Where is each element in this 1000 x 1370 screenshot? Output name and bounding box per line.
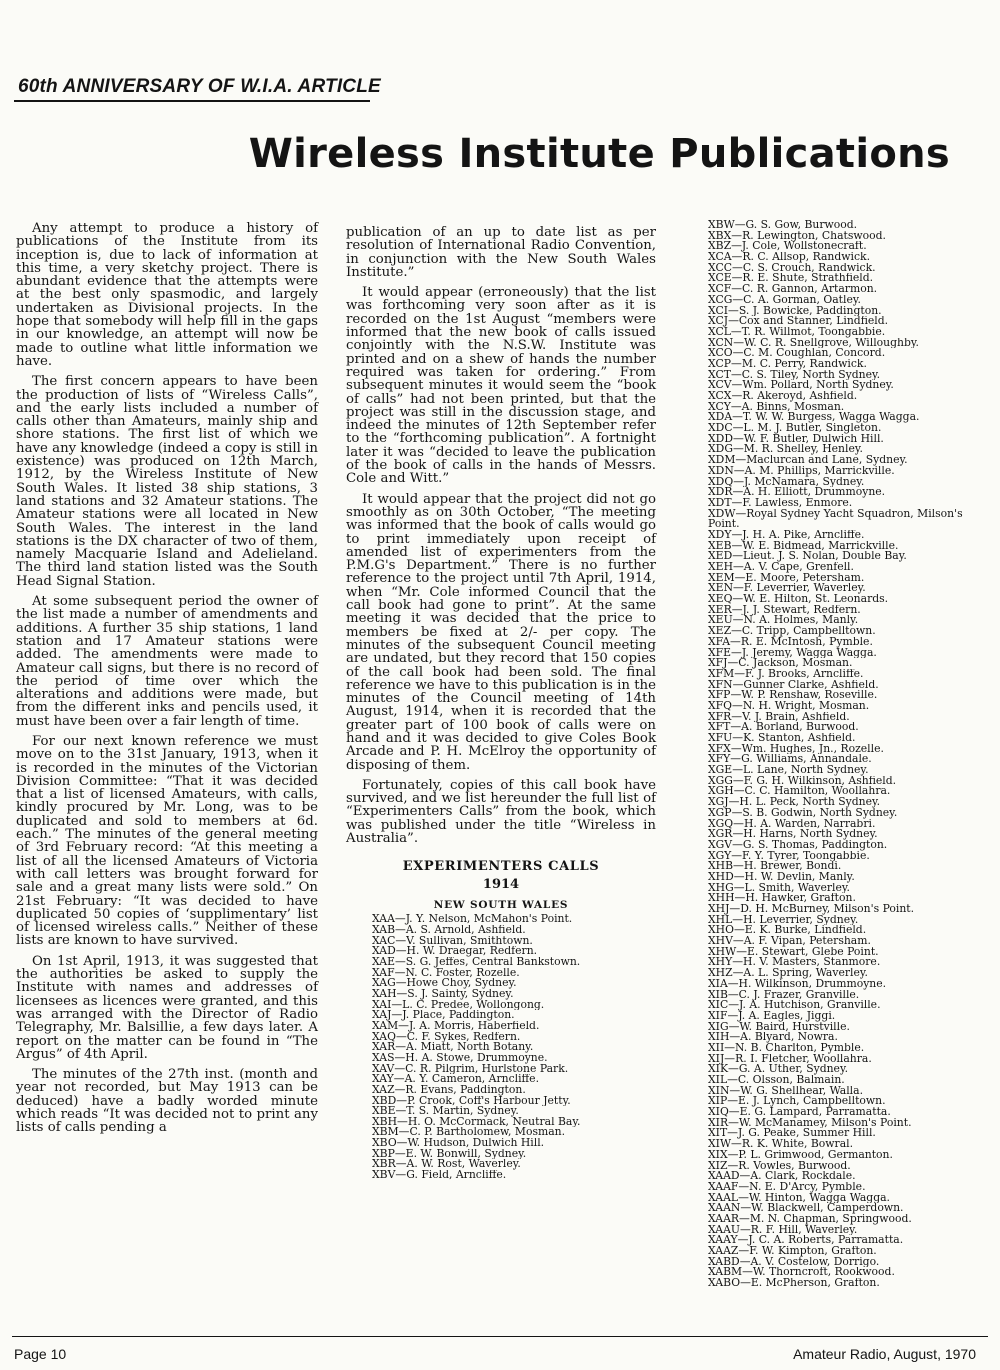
page-title: Wireless Institute Publications	[248, 131, 950, 177]
calls-section-state: NEW SOUTH WALES	[433, 899, 569, 912]
call-entry: XAA—J. Y. Nelson, McMahon's Point.	[372, 914, 573, 926]
call-entry: XEH—A. V. Cape, Grenfell.	[708, 562, 854, 573]
call-entry: XAC—V. Sullivan, Smithtown.	[372, 935, 533, 947]
call-entry: XAB—A. S. Arnold, Ashfield.	[372, 925, 526, 936]
paragraph: The minutes of the 27th inst. (month and year not recorded, but May 1913 can be deduced) have a badly worded minute which reads “It was decided not to print any lists of calls pending a	[16, 1067, 318, 1136]
call-entry: XHZ—A. L. Spring, Waverley.	[708, 968, 868, 979]
call-entry: XIN—W. G. Shellhear, Walla.	[708, 1085, 864, 1097]
call-entry: XIA—H. Wilkinson, Drummoyne.	[708, 978, 887, 990]
call-entry: XFY—G. Williams, Annandale.	[708, 754, 872, 766]
call-entry: XHL—H. Leverrier, Sydney.	[708, 914, 859, 926]
call-entry: XGH—C. C. Hamilton, Woollahra.	[708, 786, 891, 798]
call-entry: XHB—H. Brewer, Bondi.	[708, 861, 842, 872]
call-entry: XAR—A. Miatt, North Botany.	[372, 1042, 534, 1053]
call-entry: XCV—Wm. Pollard, North Sydney.	[708, 380, 894, 391]
call-entry: XHO—E. K. Burke, Lindfield.	[708, 925, 867, 937]
paragraph: Fortunately, copies of this call book have survived, and we list hereunder the full list of “Experimenters Calls” from the book, which was published under the title “Wireless in Australia”.	[346, 777, 656, 847]
call-entry: XGJ—H. L. Peck, North Sydney.	[708, 797, 881, 808]
call-entry: XDN—A. M. Phillips, Marrickville.	[708, 465, 895, 477]
page-number: Page 10	[14, 1346, 67, 1362]
call-entry: XGP—S. B. Godwin, North Sydney.	[708, 807, 898, 819]
paragraph: It would appear (erroneously) that the list was forthcoming very soon after as it is recorded on the 1st August “members were informed that the new book of calls issued conjointly with the N.S.W. Institute was printed and on a shew of hands the number required was taken for ordering.” From subsequent minutes it would seem the “book of calls” had not been printed, but that the project was still in the discussion stage, and indeed the minutes of 12th September refer to the “forthcoming publication”. A fortnight later it was “decided to leave the publication of the book of calls in the hands of Messrs. Cole and Witt.”	[346, 285, 656, 487]
call-entry: XHH—H. Hawker, Grafton.	[708, 893, 856, 904]
call-entry: XIQ—E. G. Lampard, Parramatta.	[708, 1107, 891, 1118]
call-entry: XAAU—R. F. Hill, Waverley.	[708, 1224, 858, 1236]
paragraph: On 1st April, 1913, it was suggested that the authorities be asked to supply the Institute with names and addresses of licensees as licences were granted, and this was arranged with the Director of Radio Telegraphy, Mr. Balsillie, a few days later. A report on the matter can be found in “The Argus” of 4th April.	[16, 953, 318, 1062]
call-entry: XFN—Gunner Clarke, Ashfield.	[708, 679, 879, 691]
paragraph: publication of an up to date list as per resolution of International Radio Convention, in conjunction with the New South Wales Institute.”	[346, 225, 656, 280]
call-entry: XFM—F. J. Brooks, Arncliffe.	[708, 668, 864, 680]
call-entry: XGR—H. Harns, North Sydney.	[708, 829, 878, 840]
call-entry: XEB—W. E. Bidmead, Marrickville.	[708, 540, 899, 552]
call-entry: XFR—V. J. Brain, Ashfield.	[708, 711, 850, 723]
call-entry: XCJ—Cox and Stanner, Lindfield.	[708, 316, 889, 327]
call-entry: XAZ—R. Evans, Paddington.	[372, 1084, 526, 1096]
call-entry: XDM—Maclurcan and Lane, Sydney.	[708, 455, 908, 466]
call-entry: XIZ—R. Vowles, Burwood.	[708, 1160, 851, 1172]
paragraph: Any attempt to produce a history of publications of the Institute from its inception is, due to lack of information at this time, a very sketchy project. There is abundant evidence that the attempts were at the best only spasmodic, and largely undertaken as Divisional projects. In the hope that somebody will help fill in the gaps in our knowledge, an attempt will now be made to outline what little information we have.	[16, 221, 318, 369]
call-entry: XABM—W. Thorncroft, Rookwood.	[708, 1267, 895, 1279]
call-entry: XED—Lieut. J. S. Nolan, Double Bay.	[708, 551, 907, 562]
call-entry: XAAR—M. N. Chapman, Springwood.	[708, 1213, 912, 1225]
call-entry: XGV—G. S. Thomas, Paddington.	[708, 839, 888, 851]
call-entry: XHY—H. V. Masters, Stanmore.	[708, 957, 881, 969]
calls-column-3	[708, 220, 992, 1289]
article-column-2	[346, 226, 656, 1181]
call-entry: XIF—J. A. Eagles, Jiggi.	[708, 1010, 836, 1022]
call-entry: XIR—W. McManamey, Milson's Point.	[708, 1117, 912, 1129]
call-entry: XEQ—W. E. Hilton, St. Leonards.	[708, 594, 889, 605]
call-entry: XFJ—C. Jackson, Mosman.	[708, 658, 853, 669]
call-entry: XAS—H. A. Stowe, Drummoyne.	[372, 1052, 548, 1064]
call-entry: XAQ—C. F. Sykes, Redfern.	[372, 1031, 521, 1043]
call-entry: XAD—H. W. Draegar, Redfern.	[372, 946, 538, 957]
call-entry: XAI—L. C. Predee, Wollongong.	[372, 999, 545, 1011]
calls-list-col2	[346, 914, 656, 1180]
call-entry: XIB—C. J. Frazer, Granville.	[708, 989, 860, 1001]
call-entry: XIX—P. L. Grimwood, Germanton.	[708, 1149, 893, 1161]
call-entry: XBZ—J. Cole, Wollstonecraft.	[708, 241, 867, 253]
call-entry: XBO—W. Hudson, Dulwich Hill.	[372, 1138, 545, 1149]
call-entry: XAY—A. Y. Cameron, Arncliffe.	[372, 1074, 540, 1085]
calls-list-col3	[708, 220, 992, 1289]
publication-info: Amateur Radio, August, 1970	[793, 1346, 976, 1362]
call-entry: XIG—W. Baird, Hurstville.	[708, 1021, 850, 1033]
article-column-1	[16, 222, 318, 1142]
call-entry: XBR—A. W. Rost, Waverley.	[372, 1159, 521, 1171]
call-entry: XDR—A. H. Elliott, Drummoyne.	[708, 487, 886, 498]
call-entry: XIK—G. A. Uther, Sydney.	[708, 1064, 849, 1075]
paragraph: The first concern appears to have been the production of lists of “Wireless Calls”, and the early lists included a number of calls other than Amateurs, mainly ship and shore stations. The first list of which we have any knowledge (indeed a copy is still in existence) was produced on 12th March, 1912, by the Wireless Institute of New South Wales. It listed 38 ship stations, 3 land stations and 32 Amateur stations. The Amateur stations were all located in New South Wales. The interest in the land stations is the DX character of two of them, namely Macquarie Island and Adelieland. The third land station listed was the South Head Signal Station.	[16, 374, 318, 589]
call-entry: XAAN—W. Blackwell, Camperdown.	[708, 1203, 904, 1214]
call-entry: XIT—J. G. Peake, Summer Hill.	[708, 1128, 876, 1140]
call-entry: XDY—J. H. A. Pike, Arncliffe.	[708, 529, 865, 541]
call-entry: XCA—R. C. Allsop, Randwick.	[708, 252, 871, 263]
call-entry: XBX—R. Lewington, Chatswood.	[708, 230, 886, 242]
paragraph: For our next known reference we must move on to the 31st January, 1913, when it is recorded in the minutes of the Victorian Division Committee: “That it was decided that a list of licensed Amateurs, with calls, kindly procured by Mr. Long, was to be duplicated and sold to members at 6d. each.” The minutes of the general meeting of 3rd February record: “At this meeting a list of all the licensed Amateurs of Victoria with call letters was brought forward for sale and a great many lists were sold.” On 21st February: “It was decided to have duplicated 50 copies of ‘supplimentary’ list of licensed wireless calls.” Neither of these lists are known to have survived.	[16, 733, 318, 949]
call-entry: XIP—E. J. Lynch, Campbelltown.	[708, 1096, 886, 1108]
call-entry: XDW—Royal Sydney Yacht Squadron, Milson's Point.	[708, 508, 963, 530]
call-entry: XDT—F. Lawless, Enmore.	[708, 497, 853, 509]
call-entry: XFX—Wm. Hughes, Jn., Rozelle.	[708, 743, 884, 755]
call-entry: XCY—A. Binns, Mosman.	[708, 401, 845, 413]
call-entry: XAE—S. G. Jeffes, Central Bankstown.	[372, 956, 581, 968]
call-entry: XAH—S. J. Sainty, Sydney.	[372, 988, 514, 1000]
call-entry: XCG—C. A. Gorman, Oatley.	[708, 294, 861, 306]
call-entry: XCL—T. R. Willmot, Toongabbie.	[708, 326, 886, 338]
call-entry: XIW—R. K. White, Bowral.	[708, 1139, 854, 1150]
call-entry: XIH—A. Blyard, Nowra.	[708, 1032, 838, 1043]
footer-rule	[12, 1336, 988, 1337]
call-entry: XAAF—N. E. D'Arcy, Pymble.	[708, 1181, 866, 1193]
call-entry: XFA—R. E. McIntosh, Pymble.	[708, 636, 873, 648]
call-entry: XAG—Howe Choy, Sydney.	[372, 978, 517, 989]
calls-section-title: EXPERIMENTERS CALLS	[402, 859, 600, 875]
call-entry: XEZ—C. Tripp, Campbelltown.	[708, 626, 876, 637]
call-entry: XAAY—J. C. A. Roberts, Parramatta.	[708, 1235, 904, 1246]
call-entry: XGE—L. Lane, North Sydney.	[708, 765, 869, 776]
call-entry: XGY—F. Y. Tyrer, Toongabbie.	[708, 850, 870, 862]
call-entry: XDA—T. W. W. Burgess, Wagga Wagga.	[708, 412, 920, 424]
call-entry: XAJ—J. Place, Paddington.	[372, 1010, 515, 1021]
call-entry: XCO—C. M. Coughlan, Concord.	[708, 348, 886, 359]
call-entry: XABO—E. McPherson, Grafton.	[708, 1278, 880, 1289]
call-entry: XBH—H. O. McCormack, Neutral Bay.	[372, 1116, 581, 1128]
call-entry: XAAL—W. Hinton, Wagga Wagga.	[708, 1192, 890, 1204]
call-entry: XCF—C. R. Gannon, Artarmon.	[708, 284, 878, 295]
call-entry: XCC—C. S. Crouch, Randwick.	[708, 262, 876, 274]
paragraph: At some subsequent period the owner of the list made a number of amendments and additions. A further 35 ship stations, 1 land station and 17 Amateur stations were added. The amendments were made to Amateur call signs, but there is no record of the period of time over which the alterations and additions were made, but from the different inks and pencils used, it must have been over a fair length of time.	[16, 594, 318, 729]
call-entry: XAF—N. C. Foster, Rozelle.	[372, 967, 520, 979]
kicker-rule	[14, 100, 370, 102]
call-entry: XEU—N. A. Holmes, Manly.	[708, 615, 859, 627]
call-entry: XDC—L. M. J. Butler, Singleton.	[708, 423, 882, 434]
call-entry: XHW—E. Stewart, Glebe Point.	[708, 946, 879, 958]
call-entry: XFU—K. Stanton, Ashfield.	[708, 733, 856, 744]
call-entry: XHV—A. F. Vipan, Petersham.	[708, 936, 871, 947]
call-entry: XAV—C. R. Pilgrim, Hurlstone Park.	[372, 1063, 569, 1075]
call-entry: XAAD—A. Clark, Rockdale.	[708, 1171, 856, 1182]
call-entry: XIC—J. A. Hutchison, Granville.	[708, 1000, 881, 1011]
call-entry: XBV—G. Field, Arncliffe.	[372, 1170, 507, 1181]
call-entry: XCI—S. J. Bowicke, Paddington.	[708, 305, 882, 317]
call-entry: XGQ—H. A. Warden, Narrabri.	[708, 818, 876, 830]
call-entry: XBM—C. P. Bartholomew, Mosman.	[372, 1127, 566, 1139]
call-entry: XBW—G. S. Gow, Burwood.	[708, 220, 858, 231]
call-entry: XAAZ—F. W. Kimpton, Grafton.	[708, 1246, 877, 1257]
call-entry: XEM—E. Moore, Petersham.	[708, 572, 865, 584]
call-entry: XCX—R. Akeroyd, Ashfield.	[708, 391, 858, 402]
call-entry: XDD—W. F. Butler, Dulwich Hill.	[708, 433, 884, 445]
call-entry: XCE—R. E. Shute, Strathfield.	[708, 273, 874, 285]
call-entry: XFE—J. Jeremy, Wagga Wagga.	[708, 647, 877, 659]
call-entry: XAM—J. A. Morris, Haberfield.	[372, 1020, 540, 1032]
call-entry: XGG—F. G. H. Wilkinson, Ashfield.	[708, 775, 897, 787]
call-entry: XHJ—D. H. McBurney, Milson's Point.	[708, 904, 915, 915]
call-entry: XFT—A. Borland, Burwood.	[708, 722, 859, 733]
paragraph: It would appear that the project did not go smoothly as on 30th October, “The meeting was informed that the book of calls would go to print immediately upon receipt of amended list of experimenters from the P.M.G's Department.” There is no further reference to the project until 7th April, 1914, when “Mr. Cole informed Council that the call book had gone to print”. At the same meeting it was decided that the price to members be fixed at 2/- per copy. The minutes of the subsequent Council meeting are undated, but they record that 150 copies of the call book had been sold. The final reference we have to this publication is in the minutes of the Council meeting of 14th August, 1914, when it is recorded that the greater part of 100 book of calls were on hand and it was decided to give Coles Book Arcade and P. H. McElroy the opportunity of disposing of them.	[346, 491, 656, 773]
call-entry: XEN—F. Leverrier, Waverley.	[708, 583, 866, 595]
call-entry: XHG—L. Smith, Waverley.	[708, 882, 850, 894]
call-entry: XCN—W. C. R. Snellgrove, Willoughby.	[708, 337, 919, 349]
call-entry: XABD—A. V. Costelow, Dorrigo.	[708, 1256, 880, 1268]
call-entry: XII—N. B. Charlton, Pymble.	[708, 1042, 865, 1054]
article-kicker: 60th ANNIVERSARY OF W.I.A. ARTICLE	[18, 76, 381, 97]
call-entry: XDQ—J. McNamara, Sydney.	[708, 476, 865, 488]
call-entry: XDG—M. R. Shelley, Henley.	[708, 444, 863, 456]
call-entry: XCT—C. S. Tiley, North Sydney.	[708, 369, 881, 381]
call-entry: XFQ—N. H. Wright, Mosman.	[708, 700, 870, 712]
call-entry: XER—J. J. Stewart, Redfern.	[708, 604, 861, 616]
call-entry: XBD—P. Crook, Coff's Harbour Jetty.	[372, 1095, 571, 1107]
call-entry: XFP—W. P. Renshaw, Roseville.	[708, 690, 878, 701]
call-entry: XHD—H. W. Devlin, Manly.	[708, 871, 855, 883]
call-entry: XIJ—R. I. Fletcher, Woollahra.	[708, 1053, 872, 1065]
call-entry: XCP—M. C. Perry, Randwick.	[708, 358, 867, 370]
call-entry: XBP—E. W. Bonwill, Sydney.	[372, 1148, 527, 1160]
call-entry: XBE—T. S. Martin, Sydney.	[372, 1106, 519, 1117]
calls-section-year: 1914	[482, 877, 520, 893]
call-entry: XIL—C. Olsson, Balmain.	[708, 1075, 845, 1086]
